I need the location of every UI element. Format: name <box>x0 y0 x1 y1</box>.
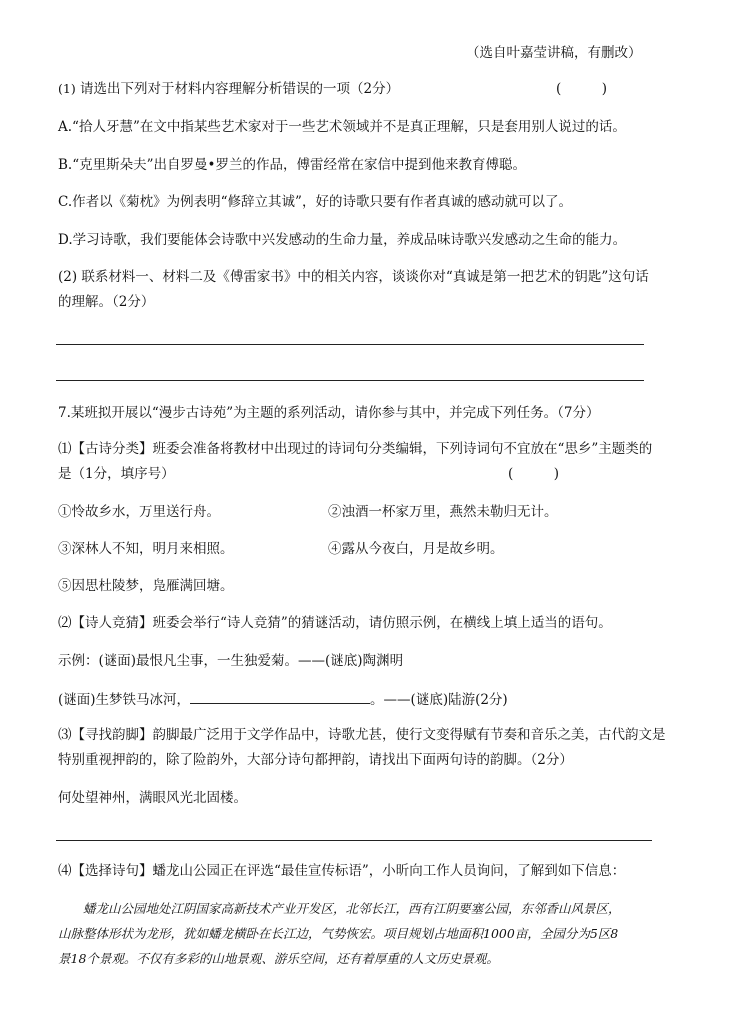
q7-choice-4: ④露从今夜白，月是故乡明。 <box>328 541 504 557</box>
q7-task3-line2: 特别重视押韵的，除了险韵外，大部分诗句都押韵，请找出下面两句诗的韵脚。（2分） <box>58 752 573 768</box>
q6-sub1-answer-paren: ( ) <box>556 81 608 97</box>
q7-task3-line1: ⑶【寻找韵脚】韵脚最广泛用于文学作品中，诗歌尤甚，使行文变得赋有节奏和音乐之美，古代韵文是 <box>58 727 666 743</box>
fill-in-blank[interactable] <box>190 689 370 704</box>
q7-task2-example: 示例：(谜面)最恨凡尘事，一生独爱菊。——(谜底)陶渊明 <box>58 653 404 669</box>
q6-sub1-question <box>58 80 399 98</box>
q7-task2: ⑵【诗人竞猜】班委会举行“诗人竞猜”的猜谜活动，请仿照示例，在横线上填上适当的语句。 <box>58 615 612 631</box>
q7-choice-2: ②浊酒一杯家万里，燕然未勒归无计。 <box>328 504 558 520</box>
q7-choice-1: ①怜故乡水，万里送行舟。 <box>58 504 220 520</box>
answer-line <box>56 840 652 841</box>
q6-option-a: A.“拾人牙慧”在文中指某些艺术家对于一些艺术领域并不是真正理解，只是套用别人说过的话。 <box>58 119 626 135</box>
q7-task1-answer-paren: ( ) <box>508 466 560 482</box>
answer-line <box>56 380 644 381</box>
q7-task2-question <box>58 689 508 709</box>
q6-sub2-line1: (2) 联系材料一、材料二及《傅雷家书》中的相关内容，谈谈你对“真诚是第一把艺术的钥匙”这句话 <box>58 269 649 285</box>
q6-option-c: C.作者以《菊枕》为例表明“修辞立其诚”，好的诗歌只要有作者真诚的感动就可以了。 <box>58 194 572 210</box>
q7-task1-line1: ⑴【古诗分类】班委会准备将教材中出现过的诗词句分类编辑，下列诗词句不宜放在“思乡”主题类的 <box>58 441 653 457</box>
q7-title: 7.某班拟开展以“漫步古诗苑”为主题的系列活动，请你参与其中，并完成下列任务。（7分） <box>58 405 600 421</box>
q6-option-d: D.学习诗歌，我们要能体会诗歌中兴发感动的生命力量，养成品味诗歌兴发感动之生命的能力。 <box>58 232 627 248</box>
park-info-line3: 景18个景观。不仅有多彩的山地景观、游乐空间，还有着厚重的人文历史景观。 <box>58 951 499 966</box>
park-info-line2: 山脉整体形状为龙形，犹如蟠龙横卧在长江边，气势恢宏。项目规划占地面积1000亩，全园分为5区8 <box>58 926 619 941</box>
q7-task4: ⑷【选择诗句】蟠龙山公园正在评选“最佳宣传标语”，小昕向工作人员询问，了解到如下信息： <box>58 863 626 879</box>
source-citation: （选自叶嘉莹讲稿，有删改） <box>466 45 642 61</box>
q7-task2-question-after: 。——(谜底)陆游(2分) <box>370 692 508 708</box>
q6-sub1-number: (1) <box>58 81 76 96</box>
q6-sub2-line2: 的理解。（2分） <box>58 294 155 310</box>
q7-task2-question-before: (谜面)生梦铁马冰河， <box>58 692 191 708</box>
park-info-line1: 蟠龙山公园地处江阴国家高新技术产业开发区，北邻长江，西有江阴要塞公园，东邻香山风景区， <box>58 901 621 916</box>
q6-option-b: B.“克里斯朵夫”出自罗曼•罗兰的作品，傅雷经常在家信中提到他来教育傅聪。 <box>58 157 526 173</box>
q7-task3-poem: 何处望神州，满眼风光北固楼。 <box>58 790 247 806</box>
q7-choice-5: ⑤因思杜陵梦，凫雁满回塘。 <box>58 578 234 594</box>
q7-choice-3: ③深林人不知，明月来相照。 <box>58 541 234 557</box>
q7-task1-line2: 是（1分，填序号） <box>58 466 175 482</box>
answer-line <box>56 344 644 345</box>
q6-sub1-text: 请选出下列对于材料内容理解分析错误的一项（2分） <box>80 81 400 97</box>
